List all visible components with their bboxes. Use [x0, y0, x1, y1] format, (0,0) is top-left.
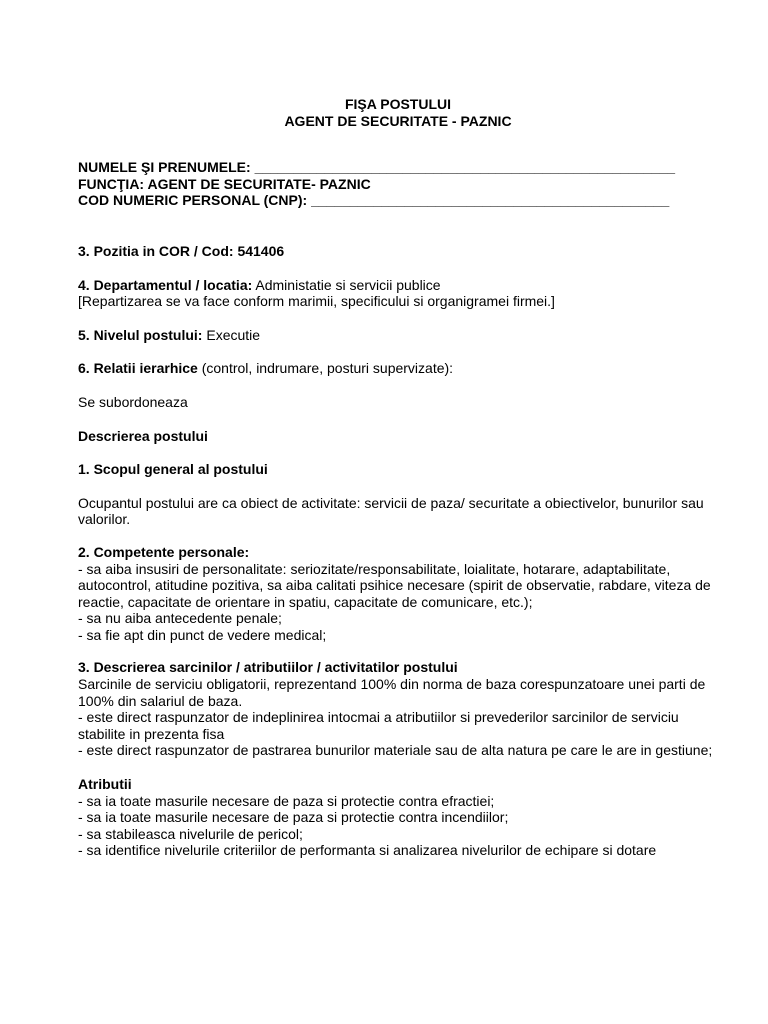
list-item: - sa ia toate masurile necesare de paza si protectie contra incendiilor; — [78, 809, 509, 826]
list-item: - este direct raspunzator de pastrarea bunurilor materiale sau de alta natura pe care le are in gestiune; — [78, 742, 713, 759]
title-block — [78, 0, 718, 129]
department-label: 4. Departamentul / locatia: — [78, 276, 253, 293]
department-value: Administatie si servicii publice — [252, 276, 441, 293]
relations-line — [78, 360, 718, 377]
skills-heading: 2. Competente personale: — [78, 543, 250, 560]
cnp-line: COD NUMERIC PERSONAL (CNP): ______________________________________________ — [78, 192, 670, 209]
skills-list — [78, 561, 718, 644]
list-item: - sa aiba insusiri de personalitate: seriozitate/responsabilitate, loialitate, hotarare, adaptabilitate, autocontrol, atitudine pozitiva, sa aiba calitati psihice necesare (spirit de observatie, rabdare, viteza de reactie, capacitate de orientare in spatiu, capacitate de comunicare, etc.); — [78, 560, 711, 610]
list-item: - sa ia toate masurile necesare de paza si protectie contra efractiei; — [78, 792, 495, 809]
tasks-heading: 3. Descrierea sarcinilor / atributiilor / activitatilor postului — [78, 659, 458, 676]
tasks-list — [78, 676, 718, 759]
list-item: - sa nu aiba antecedente penale; — [78, 610, 282, 627]
level-value: Executie — [202, 326, 261, 343]
list-item: - este direct raspunzator de indeplinirea intocmai a atributiilor si prevederilor sarcinilor de serviciu stabilite in prezenta fisa — [78, 709, 679, 742]
department-line — [78, 277, 718, 294]
list-item: - sa stabileasca nivelurile de pericol; — [78, 825, 303, 842]
description-heading: Descrierea postului — [78, 427, 208, 444]
level-line — [78, 327, 718, 344]
subordinate-text: Se subordoneaza — [78, 393, 188, 410]
document-subtitle: AGENT DE SECURITATE - PAZNIC — [284, 112, 512, 129]
level-label: 5. Nivelul postului: — [78, 326, 203, 343]
name-line: NUMELE ŞI PRENUMELE: ______________________________________________________ — [78, 159, 676, 176]
department-note: [Repartizarea se va face conform marimii, specificului si organigramei firmei.] — [78, 293, 555, 310]
relations-label: 6. Relatii ierarhice — [78, 360, 198, 377]
purpose-heading: 1. Scopul general al postului — [78, 461, 268, 478]
purpose-text: Ocupantul postului are ca obiect de activitate: servicii de paza/ securitate a obiectivelor, bunurilor sau valorilor. — [78, 494, 704, 528]
function-line: FUNCŢIA: AGENT DE SECURITATE- PAZNIC — [78, 175, 371, 192]
relations-value: (control, indrumare, posturi supervizate): — [197, 360, 454, 377]
list-item: - sa fie apt din punct de vedere medical; — [78, 626, 327, 643]
duties-list — [78, 793, 718, 859]
identity-block — [78, 159, 718, 209]
list-item: Sarcinile de serviciu obligatorii, reprezentand 100% din norma de baza corespunzatoare unei parti de 100% din salariul de baza. — [78, 676, 706, 709]
duties-heading: Atributii — [78, 776, 132, 793]
document-title: FIŞA POSTULUI — [344, 96, 452, 112]
cor-code: 3. Pozitia in COR / Cod: 541406 — [78, 242, 285, 259]
list-item: - sa identifice nivelurile criteriilor de performanta si analizarea nivelurilor de echipare si dotare — [78, 842, 657, 859]
